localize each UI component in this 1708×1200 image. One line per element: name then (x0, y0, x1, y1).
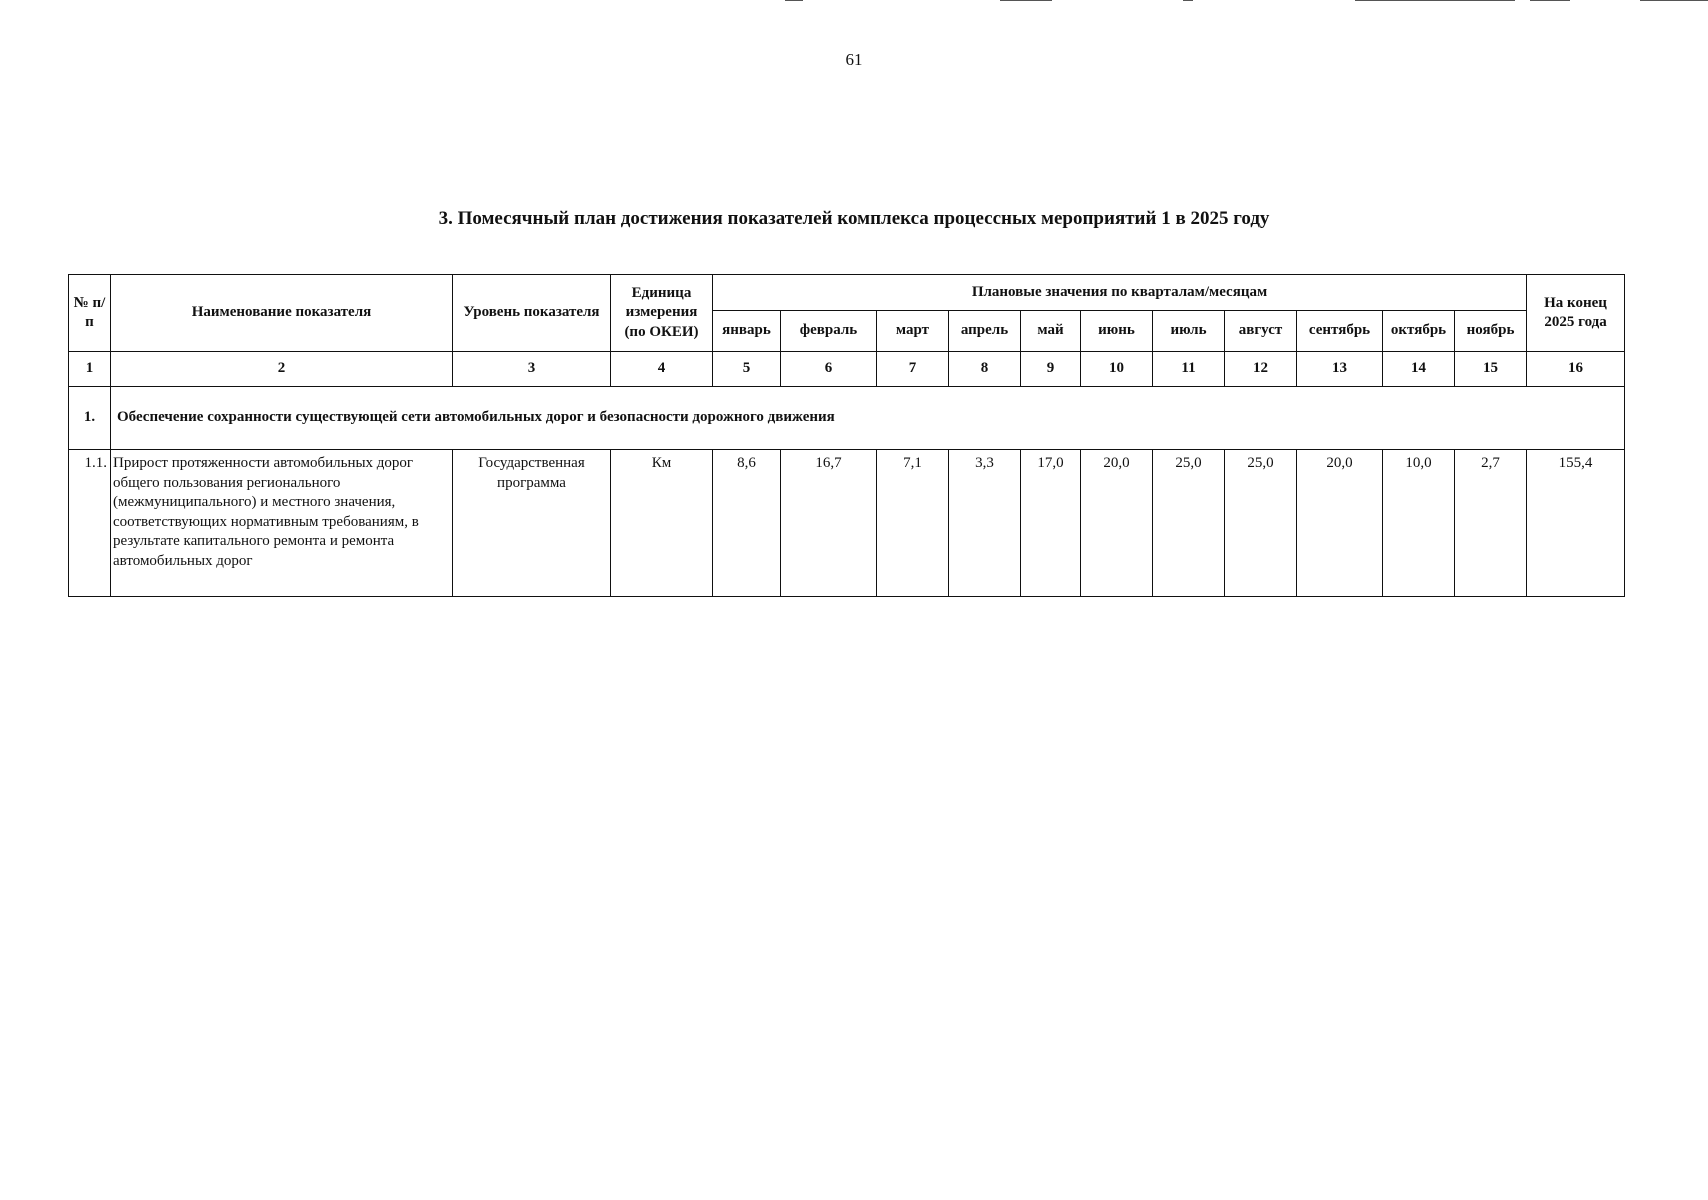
header-planned: Плановые значения по кварталам/месяцам (713, 275, 1527, 311)
top-edge-rule (1530, 0, 1570, 1)
month-value: 20,0 (1297, 450, 1383, 597)
document-title: 3. Помесячный план достижения показателей комплекса процессных мероприятий 1 в 2025 году (438, 208, 1270, 229)
column-number: 9 (1021, 352, 1081, 387)
top-edge-rule (1640, 0, 1708, 1)
indicator-name: Прирост протяженности автомобильных дорог общего пользования регионального (межмуниципального) и местного значения, соответствующих нормативным требованиям, в результате капитального ремонта и ремонта автомобильных дорог (111, 450, 453, 597)
month-value: 8,6 (713, 450, 781, 597)
section-row (69, 387, 1625, 450)
column-number: 1 (69, 352, 111, 387)
column-number: 4 (611, 352, 713, 387)
header-name: Наименование показателя (111, 275, 453, 352)
column-number: 13 (1297, 352, 1383, 387)
indicator-level: Государственная программа (453, 450, 611, 597)
column-number: 6 (781, 352, 877, 387)
header-month: февраль (781, 311, 877, 352)
header-month: август (1225, 311, 1297, 352)
header-level: Уровень показателя (453, 275, 611, 352)
header-row-1 (69, 275, 1625, 311)
column-number: 16 (1527, 352, 1625, 387)
section-title: Обеспечение сохранности существующей сети автомобильных дорог и безопасности дорожного движения (111, 387, 1625, 450)
month-value: 25,0 (1225, 450, 1297, 597)
header-month: май (1021, 311, 1081, 352)
column-number-row (69, 352, 1625, 387)
top-edge-rule (785, 0, 803, 1)
month-value: 20,0 (1081, 450, 1153, 597)
month-value: 7,1 (877, 450, 949, 597)
page-number: 61 (845, 50, 863, 69)
header-month: сентябрь (1297, 311, 1383, 352)
month-value: 17,0 (1021, 450, 1081, 597)
header-month: март (877, 311, 949, 352)
row-number: 1.1. (69, 450, 111, 597)
column-number: 15 (1455, 352, 1527, 387)
indicator-unit: Км (611, 450, 713, 597)
column-number: 3 (453, 352, 611, 387)
column-number: 10 (1081, 352, 1153, 387)
column-number: 2 (111, 352, 453, 387)
header-unit: Единица измерения (по ОКЕИ) (611, 275, 713, 352)
header-month: январь (713, 311, 781, 352)
month-value: 25,0 (1153, 450, 1225, 597)
month-value: 2,7 (1455, 450, 1527, 597)
column-number: 12 (1225, 352, 1297, 387)
header-month: апрель (949, 311, 1021, 352)
section-number: 1. (69, 387, 111, 450)
end-of-year-value: 155,4 (1527, 450, 1625, 597)
plan-table (68, 274, 1625, 597)
column-number: 11 (1153, 352, 1225, 387)
column-number: 8 (949, 352, 1021, 387)
column-number: 7 (877, 352, 949, 387)
column-number: 5 (713, 352, 781, 387)
header-month: октябрь (1383, 311, 1455, 352)
month-value: 10,0 (1383, 450, 1455, 597)
column-number: 14 (1383, 352, 1455, 387)
header-month: июнь (1081, 311, 1153, 352)
top-edge-rule (1183, 0, 1193, 1)
month-value: 16,7 (781, 450, 877, 597)
table-row (69, 450, 1625, 597)
header-month: июль (1153, 311, 1225, 352)
header-end: На конец 2025 года (1527, 275, 1625, 352)
top-edge-rule (1000, 0, 1052, 1)
header-num: № п/п (69, 275, 111, 352)
header-month: ноябрь (1455, 311, 1527, 352)
top-edge-rule (1355, 0, 1515, 1)
month-value: 3,3 (949, 450, 1021, 597)
